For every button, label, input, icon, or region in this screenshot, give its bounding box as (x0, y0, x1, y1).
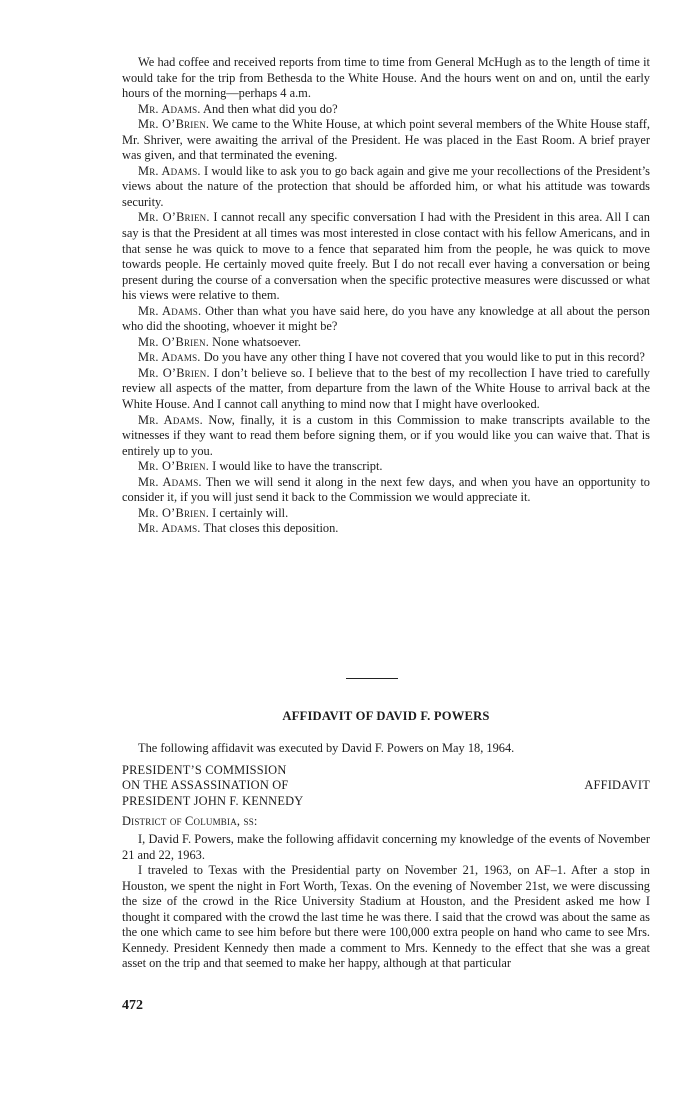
affidavit-caption (122, 763, 650, 809)
affidavit-paragraph: I traveled to Texas with the Presidential party on November 21, 1963, on AF–1. After a stop in Houston, we spent the night in Fort Worth, Texas. On the evening of November 21st, we were discussing the size of the crowd in the Rice University Stadium at Houston, and the President asked me how I thought it compared with the crowd the last time he was there. I said that the crowd was about the same as the one which came to see him before but there were 100,000 extra people on hand who came to see Mrs. Kennedy. President Kennedy then made a comment to Mrs. Kennedy to the effect that she was a great asset on the trip and that seemed to make her happy, although at that particular (122, 863, 650, 971)
transcript-paragraph (122, 102, 650, 118)
transcript-paragraph (122, 117, 650, 164)
district-line (122, 814, 650, 830)
paragraph-text: I cannot recall any specific conversation I had with the President in this area. All I can say is that the President at all times was most interested in close contact with his fellow Americans, and in that sense he was quick to move to a fence that separated him from the people, he was quick to move towards people. He certainly moved quite freely. But I do not recall ever having a conversation or being present during the course of a conversation when the specific protective measures were discussed or what his views were relative to them. (122, 210, 650, 303)
affidavit-heading: AFFIDAVIT OF DAVID F. POWERS (282, 709, 490, 723)
speaker-label: Mr. Adams. (138, 101, 201, 116)
speaker-label: Mr. Adams. (138, 303, 202, 318)
caption-line: ON THE ASSASSINATION OF (122, 778, 289, 793)
speaker-label: Mr. Adams. (138, 350, 201, 365)
paragraph-text: I would like to have the transcript. (212, 459, 383, 474)
paragraph-text: And then what did you do? (203, 101, 338, 116)
transcript-paragraph (122, 304, 650, 335)
speaker-label: Mr. Adams. (138, 474, 202, 489)
transcript-paragraph (122, 350, 650, 366)
district-text: District of Columbia, ss: (122, 814, 258, 828)
caption-line: PRESIDENT’S COMMISSION (122, 763, 287, 777)
paragraph-text: Now, finally, it is a custom in this Commission to make transcripts available to the witnesses if they want to read them before signing them, or if you would like you can waive that. That is entirely up to you. (122, 412, 650, 458)
transcript-paragraph (122, 164, 650, 211)
transcript-paragraph (122, 366, 650, 413)
paragraph-text: I certainly will. (212, 505, 289, 520)
speaker-label: Mr. O’Brien. (138, 459, 210, 474)
paragraph-text: I would like to ask you to go back again and give me your recollections of the President’s views about the nature of the protection that should be afforded him, or what his attitude was towards security. (122, 163, 650, 209)
paragraph-text: That closes this deposition. (203, 521, 339, 536)
transcript-paragraph (122, 55, 650, 102)
speaker-label: Mr. Adams. (138, 412, 203, 427)
speaker-label: Mr. Adams. (138, 163, 201, 178)
speaker-label: Mr. O’Brien. (138, 365, 210, 380)
caption-line: PRESIDENT JOHN F. KENNEDY (122, 793, 304, 808)
paragraph-text: We had coffee and received reports from time to time from General McHugh as to the length of time it would take for the trip from Bethesda to the White House. And the hours went on and on, until the early hours of the morning—perhaps 4 a.m. (122, 55, 650, 101)
speaker-label: Mr. Adams. (138, 521, 201, 536)
paragraph-text: Do you have any other thing I have not covered that you would like to put in this record? (203, 350, 645, 365)
transcript-paragraph (122, 459, 650, 475)
transcript-paragraph (122, 210, 650, 303)
affidavit-label: AFFIDAVIT (584, 778, 650, 793)
paragraph-text: Then we will send it along in the next few days, and when you have an opportunity to consider it, if you will just send it back to the Commission we would appreciate it. (122, 474, 650, 505)
intro-text: The following affidavit was executed by David F. Powers on May 18, 1964. (138, 741, 515, 755)
affidavit-intro (122, 741, 650, 757)
transcript-paragraph (122, 521, 650, 537)
speaker-label: Mr. O’Brien. (138, 334, 210, 349)
transcript-paragraph (122, 475, 650, 506)
transcript-paragraph (122, 413, 650, 460)
speaker-label: Mr. O’Brien. (138, 505, 210, 520)
paragraph-text: None whatsoever. (212, 334, 301, 349)
paragraph-text: Other than what you have said here, do you have any knowledge at all about the person who did the shooting, whoever it might be? (122, 303, 650, 334)
section-divider (346, 678, 398, 679)
affidavit-body (122, 832, 650, 972)
paragraph-text: I don’t believe so. I believe that to the best of my recollection I have tried to carefully review all aspects of the matter, from departure from the lawn of the White House to arrival back at the White House. And I cannot call anything to mind now that I might have overlooked. (122, 365, 650, 412)
speaker-label: Mr. O’Brien. (138, 210, 210, 225)
affidavit-paragraph: I, David F. Powers, make the following affidavit concerning my knowledge of the events of November 21 and 22, 1963. (122, 832, 650, 862)
page-number: 472 (122, 998, 143, 1013)
speaker-label: Mr. O’Brien. (138, 117, 210, 132)
transcript-paragraph (122, 506, 650, 522)
deposition-transcript (122, 55, 650, 537)
paragraph-text: We came to the White House, at which point several members of the White House staff, Mr. Shriver, were awaiting the arrival of the President. He was placed in the East Room. A brief prayer was given, and that terminated the evening. (122, 117, 650, 163)
transcript-paragraph (122, 335, 650, 351)
